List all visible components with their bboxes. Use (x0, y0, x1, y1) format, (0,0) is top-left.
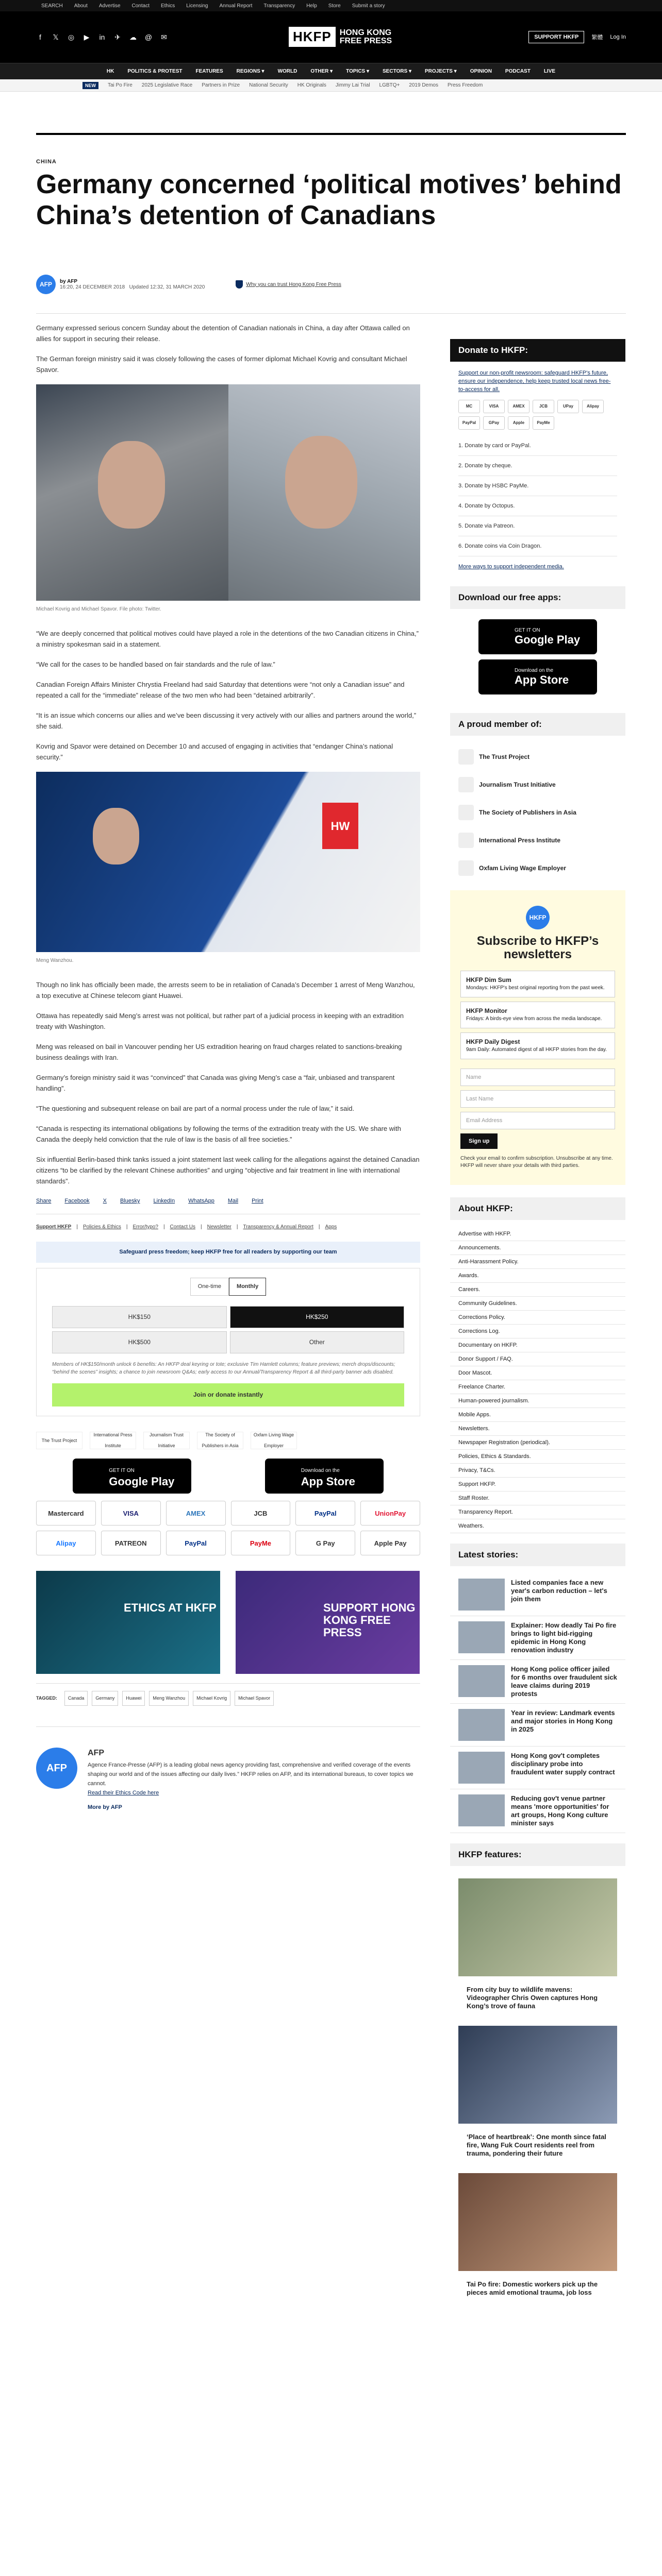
donate-option[interactable]: 1. Donate by card or PayPal. (458, 436, 617, 456)
newsletter-option[interactable] (460, 971, 615, 997)
story-item[interactable] (450, 1660, 625, 1704)
newsletter-option[interactable] (460, 1002, 615, 1028)
paragraph: Ottawa has repeatedly said Meng’s arrest was not political, but rather part of a judicial process in keeping with an extradition treaty with Washington. (36, 1012, 404, 1030)
article-title: Germany concerned ‘political motives’ behind China’s detention of Canadians (36, 170, 622, 230)
badge-name: App Store (301, 1475, 355, 1488)
story-thumbnail (458, 1621, 505, 1653)
amount-option-selected[interactable]: HK$250 (230, 1306, 405, 1328)
topbar-link[interactable]: Store (328, 3, 341, 9)
newsletter-title: Subscribe to HKFP’s newsletters (476, 934, 599, 961)
google-play-badge[interactable] (478, 619, 597, 654)
payment-logo[interactable]: Apple Pay (360, 1531, 420, 1555)
payment-logo[interactable]: PayPal (295, 1501, 355, 1526)
topbar-link[interactable]: Ethics (160, 3, 175, 9)
paragraph: “We are deeply concerned that political motives could have played a role in the detentions of the two Canadian citizens in China,” a ministry spokesman said in a statement. (36, 630, 419, 648)
logo-wordmark: HONG KONG FREE PRESS (339, 28, 392, 45)
about-link[interactable]: Community Guidelines. (450, 1297, 625, 1311)
member-org[interactable] (450, 826, 625, 854)
search-link[interactable]: SEARCH (41, 3, 63, 9)
category-label[interactable]: CHINA (36, 159, 57, 165)
topbar-link[interactable]: Help (306, 3, 317, 9)
logo-mark: HKFP (289, 27, 336, 47)
header-actions (528, 31, 626, 43)
story-thumbnail (458, 1579, 505, 1611)
share-facebook[interactable]: Facebook (64, 1198, 90, 1204)
site-logo[interactable] (289, 27, 392, 47)
story-title: Explainer: How deadly Tai Po fire brings to light bid-rigging epidemic in Hong Kong renovation industry (511, 1621, 617, 1654)
card-logos (458, 400, 617, 430)
email-input[interactable]: Email Address (460, 1112, 615, 1129)
about-links (450, 1227, 625, 1533)
article-body (36, 323, 420, 1812)
about-link[interactable]: Corrections Log. (450, 1325, 625, 1338)
feature-item[interactable] (450, 1873, 625, 2021)
about-link[interactable]: Door Mascot. (450, 1366, 625, 1380)
paragraph: Kovrig and Spavor were detained on December 10 and accused of engaging in activities that “endanger China’s national security.” (36, 742, 393, 761)
author-box (36, 1726, 420, 1812)
topbar-link[interactable]: Licensing (186, 3, 208, 9)
author-name[interactable]: by AFP (60, 279, 78, 284)
footer-link[interactable]: Support HKFP (36, 1224, 72, 1230)
trending-link[interactable]: LGBTQ+ (379, 82, 400, 88)
paragraph: Canadian Foreign Affairs Minister Chrystia Freeland had said Saturday that detentions were “not only a Canadian issue” and repeated a call for the “immediate” release of the two men who had been “detained arbitrarily”. (36, 681, 405, 699)
photo-caption: Meng Wanzhou. (36, 958, 74, 963)
story-thumbnail (458, 1794, 505, 1826)
story-title: Year in review: Landmark events and major stories in Hong Kong in 2025 (511, 1709, 615, 1733)
instagram-icon[interactable]: ◎ (68, 32, 75, 41)
amount-options (52, 1306, 404, 1353)
member-orgs (450, 743, 625, 882)
about-link[interactable]: Donor Support / FAQ. (450, 1352, 625, 1366)
donate-option[interactable]: 3. Donate by HSBC PayMe. (458, 476, 617, 496)
language-link[interactable]: 繁體 (591, 35, 603, 41)
card-logo[interactable]: PayMe (533, 416, 554, 430)
card-logo[interactable]: Apple (508, 416, 529, 430)
last-name-input[interactable]: Last Name (460, 1090, 615, 1108)
sidebar (450, 339, 625, 2307)
payment-logo[interactable]: G Pay (295, 1531, 355, 1555)
about-link[interactable]: Privacy, T&Cs. (450, 1464, 625, 1478)
about-link[interactable]: Policies, Ethics & Standards. (450, 1450, 625, 1464)
trending-nav (0, 79, 662, 92)
app-store-badge[interactable] (265, 1459, 384, 1494)
trust-link[interactable] (236, 280, 341, 289)
org-name: International Press Institute (479, 837, 561, 844)
divider (36, 133, 626, 135)
tag[interactable]: Huawei (122, 1691, 145, 1706)
paragraph: “Canada is respecting its international obligations by following the terms of the extradition treaty with the US. We share with Canada the deeply held conviction that the rule of law is the basis of all free societies.” (36, 1125, 401, 1143)
frequency-toggle (52, 1278, 404, 1296)
trust-link-text: Why you can trust Hong Kong Free Press (246, 281, 341, 287)
app-badges (36, 1459, 420, 1494)
promo-banners (36, 1571, 420, 1674)
card-logo[interactable]: GPay (483, 416, 505, 430)
member-org[interactable] (450, 854, 625, 882)
social-icons (36, 33, 168, 41)
badge-small: GET IT ON (109, 1468, 135, 1473)
newsletter-option[interactable] (460, 1032, 615, 1059)
tag[interactable]: Germany (92, 1691, 118, 1706)
article-footer-links: Support HKFP | Policies & Ethics | Error/typo? | Contact Us | Newsletter | Transparency & Annual Report | Apps (36, 1222, 420, 1232)
share-label: Share (36, 1198, 52, 1204)
org-logo-icon (458, 749, 474, 765)
feature-item[interactable] (450, 2021, 625, 2168)
tags-label: TAGGED: (36, 1696, 57, 1701)
story-item[interactable] (450, 1704, 625, 1747)
ethics-code-link[interactable]: Read their Ethics Code here (88, 1790, 159, 1796)
tag-list (36, 1683, 420, 1706)
story-title: Hong Kong police officer jailed for 6 months over fraudulent sick leave claims during 2019 protests (511, 1665, 617, 1698)
youtube-icon[interactable]: ▶ (84, 32, 90, 41)
facebook-icon[interactable]: f (39, 33, 41, 41)
about-link[interactable]: Staff Roster. (450, 1492, 625, 1505)
about-link[interactable]: Newsletters. (450, 1422, 625, 1436)
hkfp-badge-icon: HKFP (526, 906, 550, 929)
site-header (0, 11, 662, 63)
face (98, 441, 165, 529)
card-logo[interactable]: JCB (533, 400, 554, 413)
feature-item[interactable] (450, 2168, 625, 2307)
newsletter-signup (450, 890, 625, 1185)
topbar-link[interactable]: Contact (131, 3, 150, 9)
badge-small: GET IT ON (515, 627, 540, 633)
paragraph: Though no link has officially been made, the arrests seem to be in retaliation of Canada’s December 1 arrest of Meng Wanzhou, a top executive at Chinese telecom giant Huawei. (36, 981, 415, 999)
share-x[interactable]: X (103, 1198, 107, 1204)
paragraph: “The questioning and subsequent release on bail are part of a normal process under the rule of law,” it said. (36, 1105, 355, 1112)
topbar-link[interactable]: Transparency (263, 3, 295, 9)
badge-name: Google Play (109, 1475, 175, 1488)
feature-image (458, 2173, 617, 2271)
feature-image (458, 1878, 617, 1976)
monthly-tab[interactable]: Monthly (229, 1278, 266, 1296)
org-name: Journalism Trust Initiative (479, 781, 556, 788)
tag[interactable]: Michael Kovrig (193, 1691, 230, 1706)
amount-option[interactable]: HK$500 (52, 1331, 227, 1353)
partner-logo[interactable]: The Trust Project (36, 1432, 82, 1449)
about-link[interactable]: Freelance Charter. (450, 1380, 625, 1394)
member-org[interactable] (450, 743, 625, 771)
about-link[interactable]: Newspaper Registration (periodical). (450, 1436, 625, 1450)
one-time-tab[interactable]: One-time (190, 1278, 229, 1296)
about-link[interactable]: Mobile Apps. (450, 1408, 625, 1422)
about-link[interactable]: Support HKFP. (450, 1478, 625, 1492)
about-link[interactable]: Weathers. (450, 1519, 625, 1533)
badge-small: Download on the (301, 1468, 340, 1473)
trending-link[interactable]: 2025 Legislative Race (141, 82, 193, 88)
payment-logo[interactable]: VISA (101, 1501, 161, 1526)
option-title: HKFP Dim Sum (466, 976, 511, 984)
partner-logo[interactable]: International Press Institute (90, 1432, 136, 1449)
bluesky-icon[interactable]: ☁ (129, 32, 137, 41)
nav-item[interactable]: PROJECTS ▾ (424, 69, 457, 74)
footer-link[interactable]: Newsletter (207, 1224, 231, 1230)
option-title: HKFP Monitor (466, 1007, 507, 1014)
option-desc: Fridays: A birds-eye view from across the media landscape. (466, 1016, 602, 1022)
partner-logos (36, 1432, 420, 1449)
payment-logo[interactable]: AMEX (166, 1501, 226, 1526)
story-title: Listed companies face a new year's carbon reduction – let's join them (511, 1579, 607, 1603)
member-org[interactable] (450, 771, 625, 799)
topbar-link[interactable]: Submit a story (352, 3, 385, 9)
story-thumbnail (458, 1752, 505, 1784)
nav-item[interactable]: OTHER ▾ (310, 69, 333, 74)
trending-link[interactable]: 2019 Demos (409, 82, 438, 88)
card-logo[interactable]: MC (458, 400, 480, 413)
threads-icon[interactable]: @ (144, 33, 153, 41)
donate-option[interactable]: 4. Donate by Octopus. (458, 496, 617, 516)
byline (36, 275, 626, 294)
org-name: The Society of Publishers in Asia (479, 809, 576, 816)
trending-link[interactable]: Partners in Prize (202, 82, 240, 88)
footer-link[interactable]: Error/typo? (133, 1224, 158, 1230)
card-logo[interactable]: AMEX (508, 400, 529, 413)
photo-caption: Michael Kovrig and Michael Spavor. File photo: Twitter. (36, 606, 161, 612)
join-button[interactable]: Join or donate instantly (52, 1383, 404, 1406)
paragraph: “We call for the cases to be handled based on fair standards and the rule of law.” (36, 660, 275, 668)
payment-logo[interactable]: PayPal (166, 1531, 226, 1555)
face (93, 808, 139, 865)
feature-title: ‘Place of heartbreak’: One month since fatal fire, Wang Fuk Court residents reel from trauma, pondering their future (467, 2133, 606, 2157)
trending-link[interactable]: Tai Po Fire (108, 82, 133, 88)
nav-item[interactable]: HK (106, 69, 114, 74)
tag[interactable]: Meng Wanzhou (149, 1691, 189, 1706)
org-name: The Trust Project (479, 753, 530, 760)
option-desc: 9am Daily: Automated digest of all HKFP stories from the day. (466, 1047, 607, 1053)
face (285, 436, 357, 529)
paragraph: Meng was released on bail in Vancouver pending her US extradition hearing on fraud charges related to sanctions-breaking business dealings with Iran. (36, 1043, 402, 1061)
about-link[interactable]: Human-powered journalism. (450, 1394, 625, 1408)
divider (36, 313, 626, 314)
login-link[interactable]: Log In (610, 34, 626, 40)
donate-heading: Donate to HKFP: (450, 339, 625, 362)
about-link[interactable]: Careers. (450, 1283, 625, 1297)
member-heading: A proud member of: (450, 713, 625, 736)
payment-logo[interactable]: UnionPay (360, 1501, 420, 1526)
publish-date: 16:20, 24 DECEMBER 2018 (60, 284, 125, 290)
trending-link[interactable]: National Security (249, 82, 288, 88)
paragraph: Germany’s foreign ministry said it was “convinced” that Canada was giving Meng’s case a “fair, unbiased and transparent handling”. (36, 1074, 395, 1092)
nav-item[interactable]: LIVE (543, 69, 556, 74)
story-title: Hong Kong gov't completes disciplinary probe into fraudulent water supply contract (511, 1752, 615, 1776)
share-whatsapp[interactable]: WhatsApp (188, 1198, 214, 1204)
nav-item[interactable]: POLITICS & PROTEST (127, 69, 183, 74)
nav-item[interactable]: OPINION (470, 69, 492, 74)
story-thumbnail (458, 1665, 505, 1697)
more-ways-link[interactable]: More ways to support independent media. (458, 564, 564, 570)
org-logo-icon (458, 805, 474, 820)
badge-small: Download on the (515, 667, 554, 673)
author-avatar[interactable]: AFP (36, 1748, 77, 1789)
safeguard-banner[interactable]: Safeguard press freedom; keep HKFP free for all readers by supporting our team (36, 1242, 420, 1263)
support-button[interactable]: SUPPORT HKFP (528, 31, 584, 43)
payment-methods (36, 1501, 420, 1555)
utility-bar (0, 0, 662, 11)
paragraph: The German foreign ministry said it was closely following the cases of former diplomat Michael Kovrig and consultant Michael Spavor. (36, 355, 407, 374)
huawei-logo: HW (322, 803, 358, 849)
option-title: HKFP Daily Digest (466, 1038, 520, 1045)
about-link[interactable]: Documentary on HKFP. (450, 1338, 625, 1352)
google-play-badge[interactable] (73, 1459, 191, 1494)
features-heading: HKFP features: (450, 1843, 625, 1866)
trending-link[interactable]: HK Originals (297, 82, 326, 88)
partner-logo[interactable]: The Society of Publishers in Asia (197, 1432, 243, 1449)
share-bar (36, 1196, 420, 1214)
apps-heading: Download our free apps: (450, 586, 625, 609)
shield-icon (236, 280, 243, 289)
payment-logo[interactable]: PayMe (231, 1531, 291, 1555)
author-name[interactable]: AFP (88, 1749, 104, 1757)
option-desc: Mondays: HKFP's best original reporting from the past week. (466, 985, 605, 991)
about-link[interactable]: Corrections Policy. (450, 1311, 625, 1325)
org-logo-icon (458, 777, 474, 792)
latest-stories (450, 1573, 625, 1833)
trending-link[interactable]: Jimmy Lai Trial (335, 82, 370, 88)
topbar-link[interactable]: Advertise (98, 3, 121, 9)
amount-option[interactable]: HK$150 (52, 1306, 227, 1328)
footer-link[interactable]: Policies & Ethics (82, 1224, 121, 1230)
kovrig-spavor-photo (36, 384, 420, 601)
topbar-link[interactable]: About (74, 3, 88, 9)
feature-image (458, 2026, 617, 2124)
signup-button[interactable]: Sign up (460, 1133, 498, 1149)
share-linkedin[interactable]: LinkedIn (153, 1198, 175, 1204)
x-icon[interactable]: 𝕏 (53, 32, 59, 41)
org-logo-icon (458, 860, 474, 876)
newsletter-footnote: Check your email to confirm subscription. Unsubscribe at any time. HKFP will never share your details with third parties. (460, 1156, 613, 1168)
story-thumbnail (458, 1709, 505, 1741)
sidebar-app-badges (450, 619, 625, 694)
payment-logo[interactable]: Mastercard (36, 1501, 96, 1526)
paragraph: Germany expressed serious concern Sunday about the detention of Canadian nationals in China, a day after Ottawa called on allies for support in securing their release. (36, 324, 410, 343)
feature-stories (450, 1873, 625, 2307)
card-logo[interactable]: UPay (557, 400, 579, 413)
amount-option[interactable]: Other (230, 1331, 405, 1353)
donate-options (458, 436, 617, 556)
share-bluesky[interactable]: Bluesky (120, 1198, 140, 1204)
feature-title: Tai Po fire: Domestic workers pick up the pieces amid emotional trauma, job loss (467, 2280, 598, 2296)
nav-item[interactable]: TOPICS ▾ (346, 69, 370, 74)
about-link[interactable]: Advertise with HKFP. (450, 1227, 625, 1241)
payment-logo[interactable]: Alipay (36, 1531, 96, 1555)
new-badge: NEW (82, 82, 98, 89)
donate-intro[interactable]: Support our non-profit newsroom: safeguard HKFP's future, ensure our independence, help keep trusted local news free-to-access for all. (458, 370, 611, 393)
story-item[interactable] (450, 1616, 625, 1660)
more-by-link[interactable]: More by AFP (88, 1804, 122, 1810)
trending-link[interactable]: Press Freedom (448, 82, 483, 88)
tag[interactable]: Michael Spavor (235, 1691, 274, 1706)
donate-option[interactable]: 6. Donate coins via Coin Dragon. (458, 536, 617, 556)
partner-logo[interactable]: Oxfam Living Wage Employer (251, 1432, 297, 1449)
name-input[interactable]: Name (460, 1069, 615, 1086)
story-title: Reducing gov't venue partner means 'more opportunities' for art groups, Hong Kong culture minister says (511, 1794, 609, 1827)
footer-link[interactable]: Contact Us (170, 1224, 196, 1230)
support-banner[interactable]: SUPPORT HONG KONG FREE PRESS (236, 1571, 420, 1674)
about-link[interactable]: Transparency Report. (450, 1505, 625, 1519)
updated-date: Updated 12:32, 31 MARCH 2020 (129, 284, 205, 290)
paragraph: Six influential Berlin-based think tanks issued a joint statement last week calling for the allegations against the detained Canadian citizens “to be clarified by the relevant Chinese authorities” and urging “objective and fair treatment in line with international standards”. (36, 1156, 420, 1185)
linkedin-icon[interactable]: in (99, 33, 105, 41)
member-org[interactable] (450, 799, 625, 826)
payment-logo[interactable]: PATREON (101, 1531, 161, 1555)
partner-logo[interactable]: Journalism Trust Initiative (143, 1432, 190, 1449)
share-mail[interactable]: Mail (227, 1198, 239, 1204)
donate-option[interactable]: 2. Donate by cheque. (458, 456, 617, 476)
author-bio: Agence France-Presse (AFP) is a leading global news agency providing fast, comprehensive and verified coverage of the events shaping our world and of the issues affecting our daily lives.” HKFP relies on AFP, and its international bureaus, to cover topics we cannot. (88, 1762, 413, 1787)
about-link[interactable]: Awards. (450, 1269, 625, 1283)
share-print[interactable]: Print (252, 1198, 263, 1204)
email-icon[interactable]: ✉ (161, 32, 167, 41)
nav-item[interactable]: SECTORS ▾ (383, 69, 411, 74)
donate-panel (450, 369, 625, 571)
card-logo[interactable]: Alipay (582, 400, 604, 413)
author-avatar[interactable]: AFP (36, 275, 56, 294)
card-logo[interactable]: PayPal (458, 416, 480, 430)
org-logo-icon (458, 833, 474, 848)
donation-widget (36, 1268, 420, 1416)
nav-item[interactable]: WORLD (277, 69, 297, 74)
badge-name: App Store (515, 673, 569, 686)
donate-option[interactable]: 5. Donate via Patreon. (458, 516, 617, 536)
paragraph: “It is an issue which concerns our allies and we’ve been discussing it very actively with our allies and partners around the world,” she said. (36, 711, 417, 730)
org-name: Oxfam Living Wage Employer (479, 865, 566, 872)
footer-link[interactable]: Apps (325, 1224, 337, 1230)
nav-item[interactable]: PODCAST (505, 69, 531, 74)
story-item[interactable] (450, 1573, 625, 1616)
story-item[interactable] (450, 1747, 625, 1789)
badge-name: Google Play (515, 633, 581, 646)
nav-item[interactable]: REGIONS ▾ (236, 69, 264, 74)
telegram-icon[interactable]: ✈ (114, 32, 121, 41)
tag[interactable]: Canada (64, 1691, 88, 1706)
card-logo[interactable]: VISA (483, 400, 505, 413)
member-benefits: Members of HK$150/month unlock 6 benefits: An HKFP deal keyring or tote; exclusive Tim Hamlett columns; feature previews; merch drops/discounts; “behind the scenes” insights; a chance to join newsroom Q&As; early access to our Annual/Transparency Report & all third-party banner ads disabled. (52, 1362, 395, 1375)
feature-title: From city buy to wildlife mavens: Videographer Chris Owen captures Hong Kong’s trove of fauna (467, 1986, 598, 2010)
nav-item[interactable]: FEATURES (195, 69, 223, 74)
payment-logo[interactable]: JCB (231, 1501, 291, 1526)
topbar-link[interactable]: Annual Report (219, 3, 253, 9)
meng-wanzhou-photo (36, 772, 420, 952)
about-heading: About HKFP: (450, 1197, 625, 1220)
ethics-banner[interactable]: ETHICS AT HKFP (36, 1571, 220, 1674)
about-link[interactable]: Announcements. (450, 1241, 625, 1255)
about-link[interactable]: Anti-Harassment Policy. (450, 1255, 625, 1269)
latest-heading: Latest stories: (450, 1544, 625, 1566)
app-store-badge[interactable] (478, 659, 597, 694)
main-nav (0, 63, 662, 79)
footer-link[interactable]: Transparency & Annual Report (243, 1224, 313, 1230)
story-item[interactable] (450, 1789, 625, 1833)
